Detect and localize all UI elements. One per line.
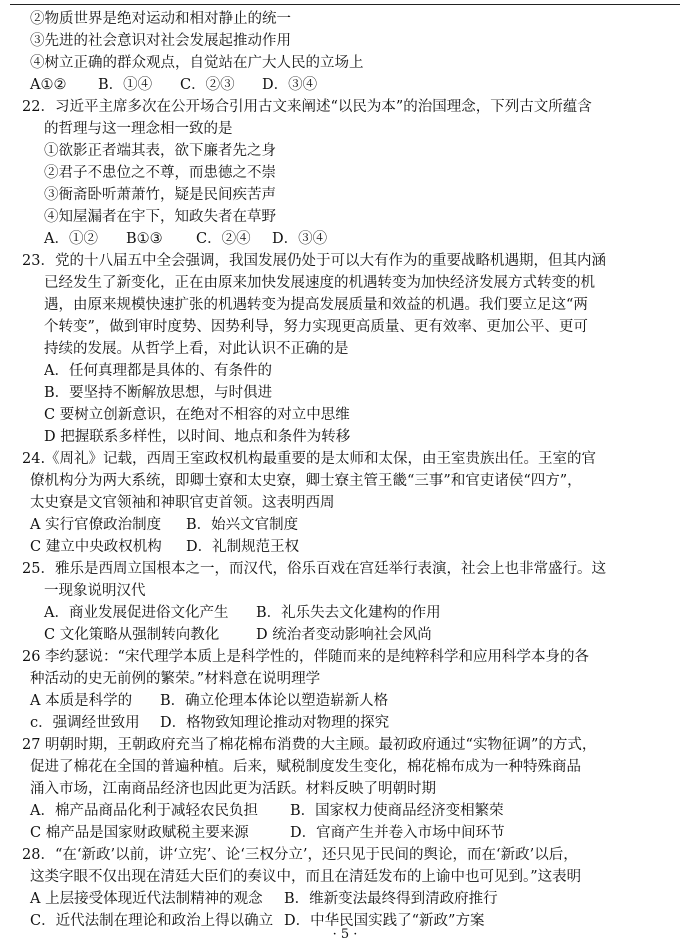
top-header	[0, 0, 690, 6]
q23-stem-line-2: 已经发生了新变化，正在由原来加快发展速度的机遇转变为加快经济发展方式转变的机	[44, 275, 595, 291]
q23-option-d: D 把握联系多样性，以时间、地点和条件为转移	[44, 429, 351, 445]
q27-option-a: A．棉产品商品化利于减轻农民负担	[30, 803, 258, 819]
q24-option-b: B．始兴文官制度	[186, 517, 299, 533]
q25-option-c: C 文化策略从强制转向教化	[44, 627, 220, 643]
q24-option-c: C 建立中央政权机构	[30, 539, 162, 555]
q22-option-a: A．①②	[44, 231, 98, 247]
q22-stem-line-2: 的哲理与这一理念相一致的是	[44, 121, 233, 137]
q23-stem-line-4: 个转变”，做到审时度势、因势利导，努力实现更高质量、更有效率、更加公平、更可	[44, 319, 588, 335]
q21-statement-4: ④树立正确的群众观点，自觉站在广大人民的立场上	[30, 55, 364, 71]
q27-stem-line-1: 27 明朝时期，王朝政府充当了棉花棉布消费的大主顾。最初政府通过“实物征调”的方式，	[22, 737, 597, 753]
q22-option-c: C．②④	[196, 231, 251, 247]
q25-option-a: A．商业发展促进俗文化产生	[44, 605, 229, 621]
q27-option-c: C 棉产品是国家财政赋税主要来源	[30, 825, 249, 841]
q22-option-b: B①③	[126, 231, 163, 247]
q28-option-d: D．中华民国实践了“新政”方案	[284, 913, 485, 929]
q21-option-a: A①②	[30, 77, 67, 93]
q22-statement-4: ④知屋漏者在宇下，知政失者在草野	[44, 209, 276, 225]
q21-option-b: B．①④	[98, 77, 153, 93]
q23-stem-line-3: 遇，由原来规模快速扩张的机遇转变为提高发展质量和效益的机遇。我们要立足这“两	[44, 297, 588, 313]
q21-statement-3: ③先进的社会意识对社会发展起推动作用	[30, 33, 291, 49]
q24-option-a: A 实行官僚政治制度	[30, 517, 162, 533]
q25-stem-line-2: 一现象说明汉代	[44, 583, 146, 599]
q26-stem-line-2: 种活动的史无前例的繁荣。”材料意在说明理学	[30, 671, 321, 687]
q26-option-c: c．强调经世致用	[30, 715, 140, 731]
q28-stem-line-2: 这类字眼不仅出现在清廷大臣们的奏议中，而且在清廷发布的上谕中也可见到。”这表明	[30, 869, 582, 885]
page-number: · 5 ·	[332, 927, 358, 942]
q25-option-b: B．礼乐失去文化建构的作用	[256, 605, 441, 621]
q27-stem-line-3: 涌入市场，江南商品经济也因此更为活跃。材料反映了明朝时期	[30, 781, 436, 797]
q22-option-d: D．③④	[272, 231, 328, 247]
q22-statement-3: ③衙斋卧听萧萧竹，疑是民间疾苦声	[44, 187, 276, 203]
q28-stem-line-1: 28．“在‘新政’以前，讲‘立宪’、论‘三权分立’，还只见于民间的舆论，而在‘新政’以后，	[22, 847, 578, 863]
q23-option-b: B．要坚持不断解放思想，与时俱进	[44, 385, 273, 401]
q23-option-a: A．任何真理都是具体的、有条件的	[44, 363, 272, 379]
q22-stem-line-1: 22．习近平主席多次在公开场合引用古文来阐述“以民为本”的治国理念，下列古文所蕴含	[22, 99, 592, 115]
q26-option-a: A 本质是科学的	[30, 693, 133, 709]
q21-option-d: D．③④	[262, 77, 318, 93]
q27-option-b: B．国家权力使商品经济变相繁荣	[290, 803, 504, 819]
q24-stem-line-3: 太史寮是文官领袖和神职官吏首领。这表明西周	[30, 495, 335, 511]
q23-stem-line-5: 持续的发展。从哲学上看，对此认识不正确的是	[44, 341, 349, 357]
q28-option-a: A 上层接受体现近代法制精神的观念	[30, 891, 263, 907]
q27-option-d: D．官商产生并卷入市场中间环节	[290, 825, 505, 841]
q22-statement-2: ②君子不患位之不尊，而患德之不崇	[44, 165, 276, 181]
q26-option-d: D．格物致知理论推动对物理的探究	[160, 715, 390, 731]
q27-stem-line-2: 促进了棉花在全国的普遍种植。后来，赋税制度发生变化，棉花棉布成为一种特殊商品	[30, 759, 581, 775]
q26-stem-line-1: 26 李约瑟说：“宋代理学本质上是科学性的，伴随而来的是纯粹科学和应用科学本身的各	[22, 649, 589, 665]
q23-stem-line-1: 23．党的十八届五中全会强调，我国发展仍处于可以大有作为的重要战略机遇期，但其内涵	[22, 253, 606, 269]
q24-stem-line-1: 24.《周礼》记载，西周王室政权机构最重要的是太师和太保，由王室贵族出任。王室的官	[22, 451, 597, 467]
q23-option-c: C 要树立创新意识，在绝对不相容的对立中思维	[44, 407, 350, 423]
q28-option-c: C．近代法制在理论和政治上得以确立	[30, 913, 274, 929]
q26-option-b: B．确立伦理本体论以塑造崭新人格	[160, 693, 389, 709]
q24-stem-line-2: 僚机构分为两大系统，即卿士寮和太史寮，卿士寮主管王畿“三事”和官吏诸侯“四方”，	[30, 473, 582, 489]
q25-option-d: D 统治者变动影响社会风尚	[256, 627, 432, 643]
header-rule	[10, 4, 680, 5]
q21-option-c: C．②③	[180, 77, 235, 93]
q25-stem-line-1: 25．雅乐是西周立国根本之一，而汉代，俗乐百戏在宫廷举行表演，社会上也非常盛行。这	[22, 561, 606, 577]
q28-option-b: B．维新变法最终得到清政府推行	[284, 891, 498, 907]
q21-statement-2: ②物质世界是绝对运动和相对静止的统一	[30, 11, 291, 27]
q24-option-d: D．礼制规范王权	[186, 539, 300, 555]
q22-statement-1: ①欲影正者端其表，欲下廉者先之身	[44, 143, 276, 159]
